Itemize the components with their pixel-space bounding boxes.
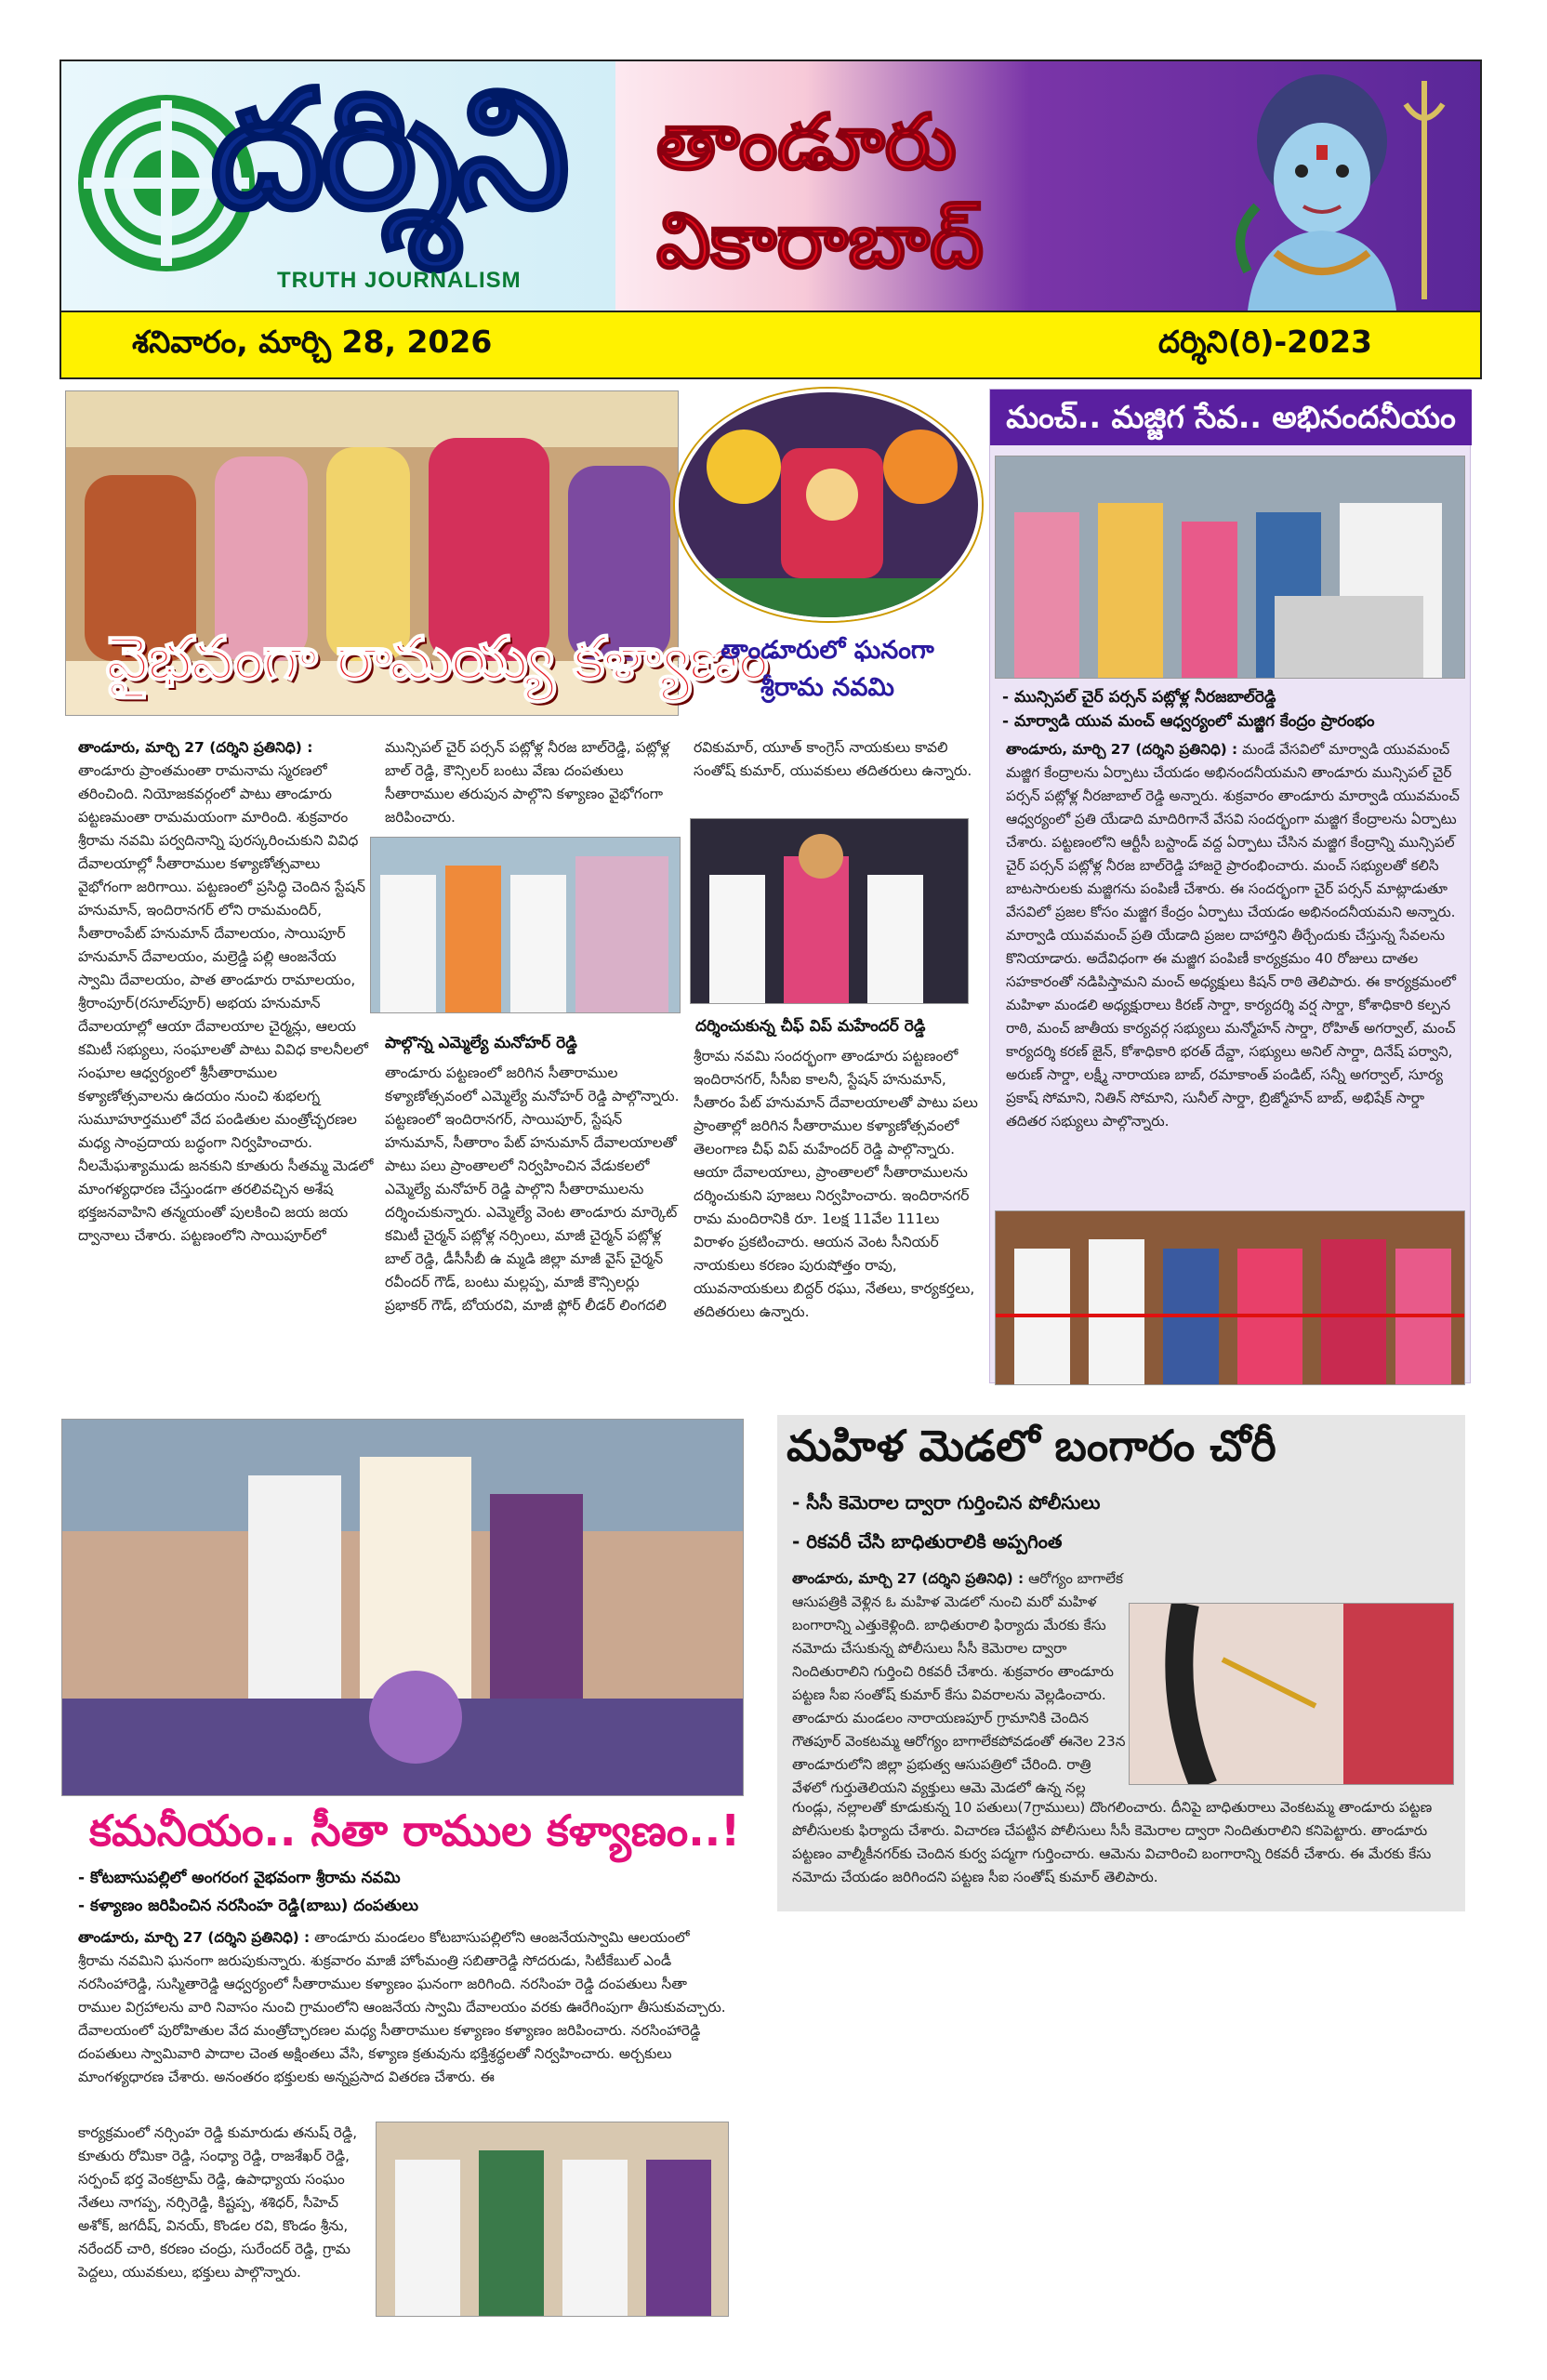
logo-tagline: TRUTH JOURNALISM [277, 268, 522, 293]
kotabasupalli-kalyanam-photo [61, 1419, 744, 1796]
story1-side-headline: తాండూరులో ఘనంగా శ్రీరామ నవమి [721, 636, 934, 702]
issue-date: శనివారం, మార్చి 28, 2026 [132, 323, 493, 360]
story1-column-3 [694, 736, 982, 783]
story1-headline: వైభవంగా రామయ్య కళ్యాణం [106, 625, 768, 694]
story1-col3-bottom: శ్రీరామ నవమి సందర్భంగా తాండూరు పట్టణంలో ఇందిరానగర్, సీసీఐ కాలనీ, స్టేషన్ హనుమాన్, సీతారం పేట్ హనుమాన్ దేవాలయాలతో పాటు పలు ప్రాంతాల్లో జరిగిన సీతారాముల కళ్యాణోత్సవంలో తెలంగాణ చీఫ్ విప్ మహేందర్ రెడ్డి పాల్గొన్నారు. ఆయా దేవాలయాలు, ప్రాంతాలలో సీతారాములను దర్శించుకుని పూజలు నిర్వహించారు. ఇందిరానగర్ రామ మందిరానికి రూ. 1లక్ష 11వేల 111లు విరాళం ప్రకటించారు. ఆయన వెంట సీనియర్ నాయకులు కరణం పురుషోత్తం రావు, యువనాయకులు బిద్దర్ రఘు, నేతలు, కార్యకర్తలు, తదితరులు ఉన్నారు. [694, 1048, 978, 1320]
story1-col3-top: రవికుమార్, యూత్ కాంగ్రెస్ నాయకులు కావలి సంతోష్ కుమార్, యువకులు తదితరులు ఉన్నారు. [694, 739, 972, 779]
story1-column-2-bottom [385, 1062, 681, 1317]
story3-dateline: తాండూరు, మార్చి 27 (దర్శిని ప్రతినిధి) : [78, 1929, 311, 1946]
edition-name-2: వికారాబాద్ [656, 197, 985, 285]
caption-chief-whip: దర్శించుకున్న చీఫ్ విప్ మహేందర్ రెడ్డి [695, 1017, 926, 1036]
logo-area [61, 61, 615, 311]
story1-dateline: తాండూరు, మార్చి 27 (దర్శిని ప్రతినిధి) : [78, 739, 313, 756]
story1-column-3-bottom [694, 1045, 982, 1324]
story1-col2-top: మున్సిపల్ చైర్ పర్సన్ పట్లోళ్ల నీరజ బాల్‌రెడ్డి, పట్లోళ్ల బాల్ రెడ్డి, కౌన్సిలర్ బంటు వేణు దంపతులు సీతారాముల తరుపున పాల్గొని కళ్యాణం వైభోగంగా జరిపించారు. [385, 739, 670, 826]
story4-bullet-1: - సీసీ కెమెరాల ద్వారా గుర్తించిన పోలీసులు [792, 1491, 1101, 1514]
ribbon-cutting-photo [995, 1210, 1465, 1385]
story3-body-top: తాండూరు మండలం కోటబాసుపల్లిలోని ఆంజనేయస్వామి ఆలయంలో శ్రీరామ నవమిని ఘనంగా జరుపుకున్నారు. శుక్రవారం మాజీ హోంమంత్రి సబితారెడ్డి సోదరుడు, సిటీకేబుల్ ఎండీ నరసింహారెడ్డి, సుస్మితారెడ్డి ఆధ్వర్యంలో సీతారాముల కళ్యాణం ఘనంగా జరిగింది. నరసింహ రెడ్డి దంపతులు సీతా రాముల విగ్రహాలను వారి నివాసం నుంచి గ్రామంలోని ఆంజనేయ స్వామి దేవాలయం వరకు ఊరేగింపుగా తీసుకువచ్చారు. దేవాలయంలో పురోహితుల వేద మంత్రోచ్ఛారణల మధ్య సీతారాముల కళ్యాణం కళ్యాణం జరిపించారు. నరసింహారెడ్డి దంపతులు స్వామివారి పాదాల చెంత అక్షింతలు వేసి, కళ్యాణ క్రతువును భక్తిశ్రద్ధలతో నిర్వహించారు. అర్చకులు మాంగళ్యధారణ చేశారు. అనంతరం భక్తులకు అన్నప్రసాద వితరణ చేశారు. ఈ [78, 1929, 726, 2085]
story2-body [1006, 738, 1465, 1133]
story4-body-continued [792, 1796, 1452, 1889]
story3-body-bottom: కార్యక్రమంలో నర్సింహ రెడ్డి కుమారుడు తనుష్ రెడ్డి, కూతురు రోమికా రెడ్డి, సంధ్యా రెడ్డి, రాజశేఖర్ రెడ్డి, సర్పంచ్ భర్త వెంకట్రామ్ రెడ్డి, ఉపాధ్యాయ సంఘం నేతలు నాగప్ప, నర్సిరెడ్డి, కిష్టప్ప, శశిధర్, సీహెచ్ అశోక్, జగదీష్, వినయ్, కొండల రవి, కొండం శ్రీను, నరేందర్ చారి, కరణం చంద్రు, సురేందర్ రెడ్డి, గ్రామ పెద్దలు, యువకులు, భక్తులు పాల్గొన్నారు. [78, 2124, 358, 2281]
story3-headline: కమనీయం.. సీతా రాముల కళ్యాణం..! [89, 1805, 741, 1856]
story2-bullet-1: - మున్సిపల్ చైర్ పర్సన్ పట్లోళ్ల నీరజబాల్‌రెడ్డి [1002, 688, 1276, 707]
story4-body [792, 1567, 1127, 1800]
date-bar [60, 312, 1482, 379]
buttermilk-distribution-photo [995, 456, 1465, 679]
chain-snatch-illustration-photo [1129, 1603, 1454, 1785]
story1-column-1 [78, 736, 374, 1248]
story3-body [78, 1926, 729, 2089]
story4-bullet-2: - రికవరీ చేసి బాధితురాలికి అప్పగింత [792, 1530, 1063, 1553]
masthead [60, 60, 1482, 312]
edition-name-1: తాండూరు [656, 99, 957, 187]
story1-column-2 [385, 736, 681, 829]
story2-body-text: మండే వేసవిలో మార్వాడి యువమంచ్ మజ్జిగ కేంద్రాలను ఏర్పాటు చేయడం అభినందనీయమని తాండూరు మున్సిపల్ చైర్ పర్సన్ పట్లోళ్ల నీరజాబాల్ రెడ్డి అన్నారు. శుక్రవారం తాండూరు మార్వాడి యువమంచ్ ఆధ్వర్యంలో ప్రతి యేడాది మాదిరిగానే వేసవి సందర్భంగా మజ్జిగ కేంద్రాలను ఏర్పాటు చేశారు. పట్టణంలోని ఆర్టీసీ బస్టాండ్ వద్ద ఏర్పాటు చేసిన మజ్జిగ కేంద్రాన్ని మున్సిపల్ చైర్ పర్సన్ పట్లోళ్ల నీరజ బాల్‌రెడ్డి హాజరై ప్రారంభించారు. మంచ్ సభ్యులతో కలిసి బాటసారులకు మజ్జిగను పంపిణీ చేశారు. ఈ సందర్భంగా చైర్ పర్సన్ మాట్లాడుతూ వేసవిలో ప్రజల కోసం మజ్జిగ కేంద్రం ఏర్పాటు చేయడం అభినందనీయమని అన్నారు. మార్వాడి యువమంచ్ ప్రతి యేడాది ప్రజల దాహార్తిని తీర్చేందుకు చేస్తున్న సేవలను కొనియాడారు. అదేవిధంగా ఈ మజ్జిగ పంపిణీ కార్యక్రమం 40 రోజులు దాతల సహకారంతో నడిపిస్తామని మంచ్ అధ్యక్షులు కిషన్ రాఠి తెలిపారు. ఈ కార్యక్రమంలో మహిళా మండలి అధ్యక్షురాలు కిరణ్ సార్డా, కార్యదర్శి వర్ష సార్డా, కోశాధికారి కల్పన రాఠి, మంచ్ జాతీయ కార్యవర్గ సభ్యులు మన్మోహన్ సార్డా, రోహిత్ అగర్వాల్, మంచ్ కార్యదర్శి కరణ్ జైన్, కోశాధికారి భరత్ దేవ్డా, సభ్యులు అనిల్ సార్డా, దినేష్ పర్వాని, అరుణ్ సార్డా, లక్ష్మీ నారాయణ బాబ్, రమాకాంత్ పండిట్, సన్నీ అగర్వాల్, సూర్య ప్రకాష్ సోమాని, నితిన్ సోమాని, సునీల్ సార్డా, బ్రిజ్మోహన్ బాబ్, అభిషేక్ సార్డా తదితర సభ్యులు పాల్గొన్నారు. [1006, 741, 1460, 1130]
story4-headline: మహిళ మెడలో బంగారం చోరీ [787, 1421, 1276, 1471]
newspaper-logo: దర్శిని [210, 60, 565, 245]
story4-body-top: ఆరోగ్యం బాగాలేక ఆసుపత్రికి వెళ్లిన ఓ మహిళ మెడలో నుంచి మరో మహిళ బంగారాన్ని ఎత్తుకెళ్లింది. బాధితురాలి ఫిర్యాదు మేరకు కేసు నమోదు చేసుకున్న పోలీసులు సీసీ కెమెరాల ద్వారా నిందితురాలిని గుర్తించి రికవరీ చేశారు. శుక్రవారం తాండూరు పట్టణ సీఐ సంతోష్ కుమార్ కేసు వివరాలను వెల్లడించారు. తాండూరు మండలం నారాయణపూర్ గ్రామానికి చెందిన గౌతపూర్ వెంకటమ్మ ఆరోగ్యం బాగాలేకపోవడంతో ఈనెల 23న తాండూరులోని జిల్లా ప్రభుత్వ ఆసుపత్రిలో చేరింది. రాత్రి వేళలో గుర్తుతెలియని వ్యక్తులు ఆమె మెడలో ఉన్న నల్ల [792, 1570, 1126, 1796]
story3-bullet-2: - కళ్యాణం జరిపించిన నరసింహ రెడ్డి(బాబు) దంపతులు [78, 1897, 419, 1915]
mla-puja-photo [370, 837, 681, 1013]
deity-decoration-photo [675, 389, 982, 621]
story2-dateline: తాండూరు, మార్చి 27 (దర్శిని ప్రతినిధి) : [1006, 741, 1238, 758]
story1-col1-text: తాండూరు ప్రాంతమంతా రామనామ స్మరణలో తరించింది. నియోజకవర్గంలో పాటు తాండూరు పట్టణమంతా రామమయంగా మారింది. శుక్రవారం శ్రీరామ నవమి పర్వదినాన్ని పురస్కరించుకుని వివిధ దేవాలయాల్లో సీతారాముల కళ్యాణోత్సవాలు వైభోగంగా జరిగాయి. పట్టణంలో ప్రసిద్ధి చెందిన స్టేషన్ హనుమాన్, ఇందిరానగర్ లోని రామమందిర్, సీతారాంపేట్ హనుమాన్ దేవాలయం, సాయిపూర్ హనుమాన్ దేవాలయం, మల్రెడ్డి పల్లి ఆంజనేయ స్వామి దేవాలయం, పాత తాండూరు రామాలయం, శ్రీరాంపూర్(రసూల్‌పూర్) అభయ హనుమాన్ దేవాలయాల్లో ఆయా దేవాలయాల చైర్మన్లు, ఆలయ కమిటీ సభ్యులు, సంఘాలతో పాటు వివిధ కాలనీలలో సంఘాల ఆధ్వర్యంలో శ్రీసీతారాముల కళ్యాణోత్సవాలను ఉదయం నుంచి శుభలగ్న సుమూహూర్తములో వేద పండితుల మంత్రోచ్ఛరణల మధ్య సాంప్రదాయ బద్ధంగా నిర్వహించారు. నీలమేఘశ్యాముడు జనకుని కూతురు సీతమ్మ మెడలో మాంగళ్యధారణ చేస్తుండగా తరలివచ్చిన అశేష భక్తజనవాహిని తన్మయంతో పులకించి జయ జయ ద్వానాలు చేశారు. పట్టణంలోని సాయిపూర్‌లో [78, 762, 374, 1244]
story1-col2-bottom: తాండూరు పట్టణంలో జరిగిన సీతారాముల కళ్యాణోత్సవంలో ఎమ్మెల్యే మనోహర్ రెడ్డి పాల్గొన్నారు. పట్టణంలో ఇందిరానగర్, సాయిపూర్, స్టేషన్ హనుమాన్, సీతారాం పేట్ హనుమాన్ దేవాలయాలతో పాటు పలు ప్రాంతాలలో నిర్వహించిన వేడుకలలో ఎమ్మెల్యే మనోహర్ రెడ్డి పాల్గొని సీతారాములను దర్శించుకున్నారు. ఎమ్మెల్యే వెంట తాండూరు మార్కెట్ కమిటీ చైర్మన్ పట్లోళ్ల నర్సింలు, మాజీ చైర్మన్ పట్లోళ్ల బాల్ రెడ్డి, డీసీసీబీ ఉ మ్మడి జిల్లా మాజీ వైస్ చైర్మన్ రవీందర్ గౌడ్, బంటు మల్లప్ప, మాజీ కౌన్సిలర్లు ప్రభాకర్ గౌడ్, బోయరవి, మాజీ ఫ్లోర్ లీడర్ లింగదలి [385, 1064, 680, 1314]
shiva-illustration-icon [1192, 67, 1471, 311]
story4-body-bottom: గుండ్లు, నల్లాలతో కూడుకున్న 10 పతులు(7గ్రాములు) దొంగలించారు. దీనిపై బాధితురాలు వెంకటమ్మ తాండూరు పట్టణ పోలీసులకు ఫిర్యాదు చేశారు. విచారణ చేపట్టిన పోలీసులు సీసీ కెమెరాల ద్వారా నిందితురాలిని కనిపెట్టారు. తాండూరు పట్టణం వాల్మీకీనగర్‌కు చెందిన కుర్వ పద్మగా గుర్తించారు. ఆమెను విచారించి బంగారాన్ని రికవరీ చేశారు. ఈ మేరకు కేసు నమోదు చేయడం జరిగిందని పట్టణ సీఐ సంతోష్ కుమార్ తెలిపారు. [792, 1799, 1433, 1885]
story3-body-continued [78, 2122, 368, 2284]
story2-bullet-2: - మార్వాడి యువ మంచ్ ఆధ్వర్యంలో మజ్జిగ కేంద్రం ప్రారంభం [1002, 712, 1375, 731]
chief-whip-photo [690, 818, 969, 1004]
edition-banner [615, 61, 1480, 311]
story3-bullet-1: - కోటబాసుపల్లిలో అంగరంగ వైభవంగా శ్రీరామ నవమి [78, 1869, 401, 1887]
registration-number: దర్శిని(రి)-2023 [1157, 323, 1372, 360]
couple-puja-photo [376, 2122, 729, 2317]
story2-headline: మంచ్.. మజ్జిగ సేవ.. అభినందనీయం [990, 390, 1472, 445]
caption-mla: పాల్గొన్న ఎమ్మెల్యే మనోహర్ రెడ్డి [385, 1034, 577, 1052]
story4-dateline: తాండూరు, మార్చి 27 (దర్శిని ప్రతినిధి) : [792, 1570, 1025, 1587]
